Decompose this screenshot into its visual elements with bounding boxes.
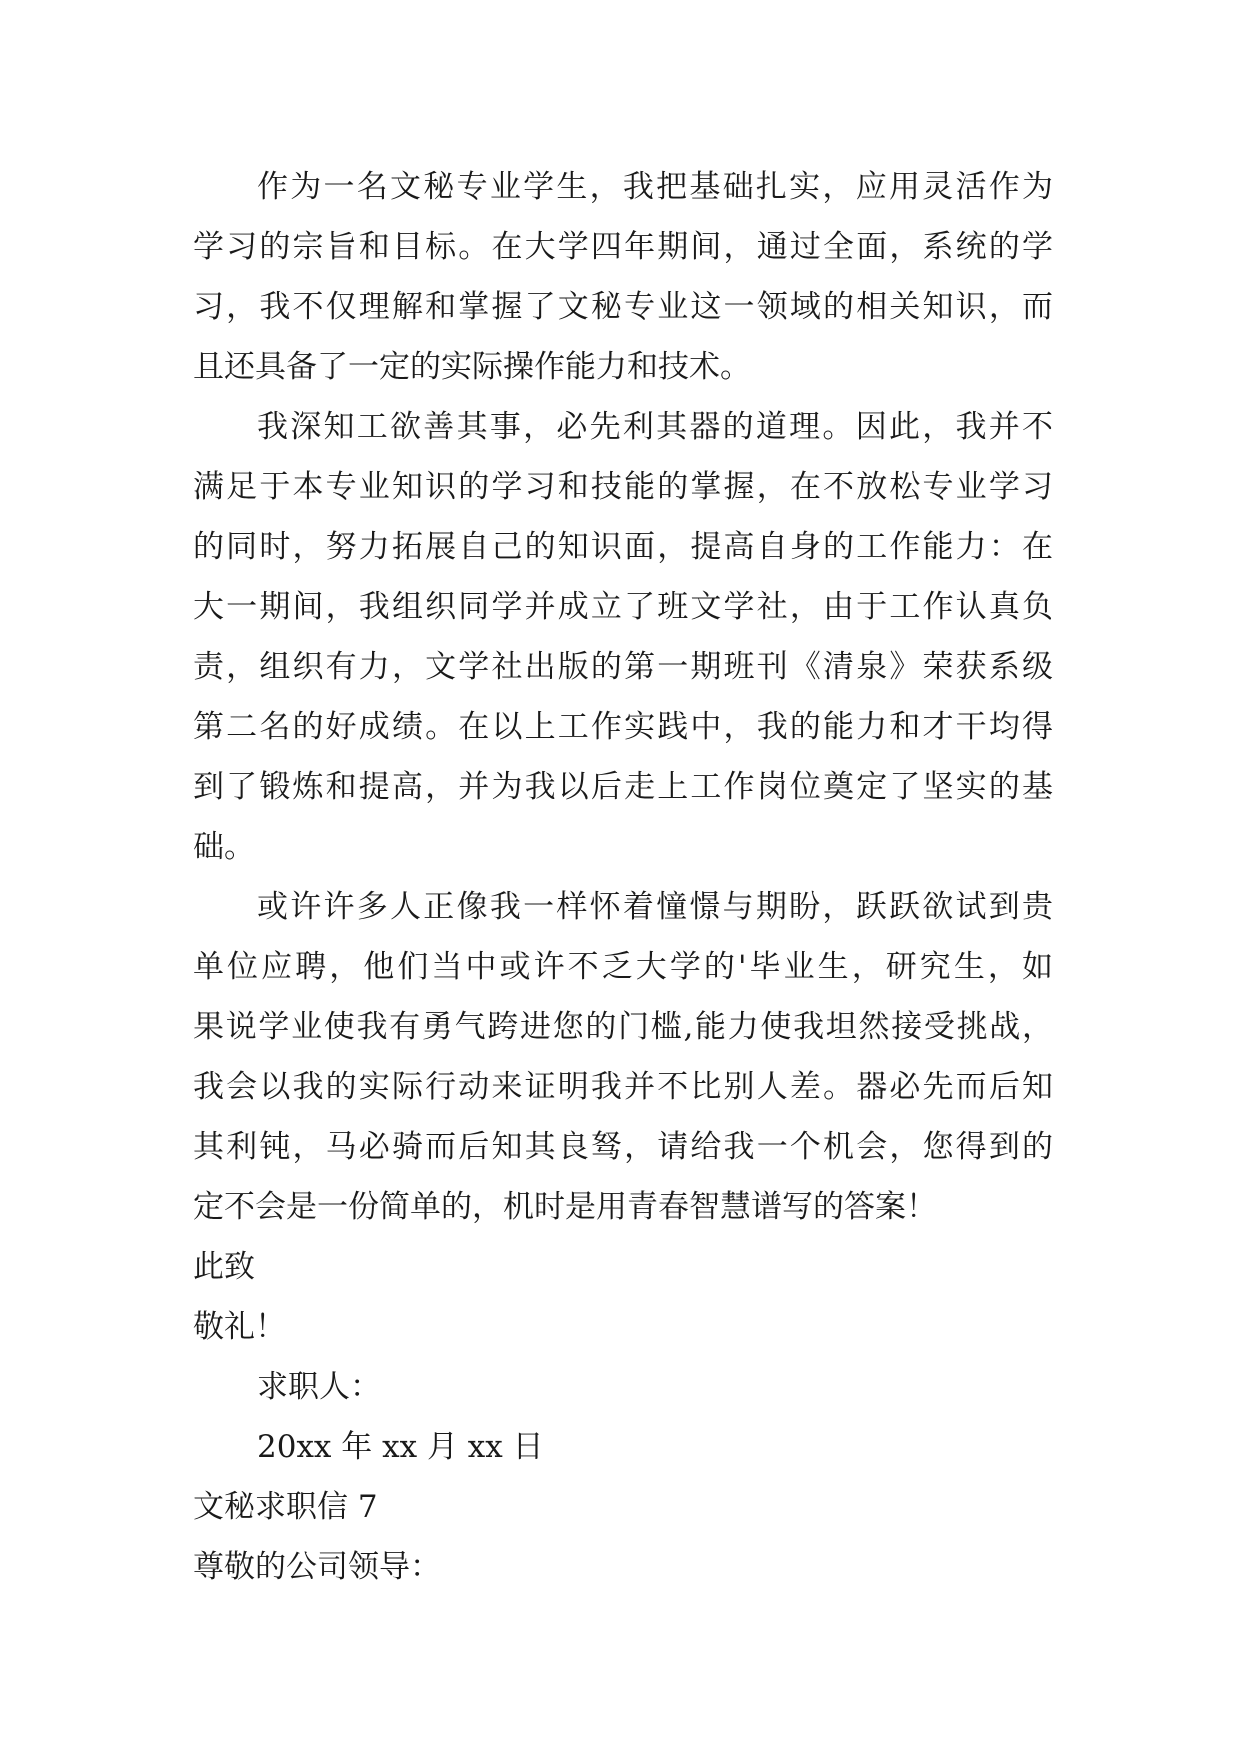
paragraph-1-line-2: 学习的宗旨和目标。在大学四年期间，通过全面，系统的学 xyxy=(193,229,1053,265)
next-letter-title: 文秘求职信 7 xyxy=(193,1489,378,1525)
paragraph-3-line-6: 定不会是一份简单的，机时是用青春智慧谱写的答案！ xyxy=(193,1189,937,1225)
paragraph-2-line-3: 的同时，努力拓展自己的知识面，提高自身的工作能力：在 xyxy=(193,529,1053,565)
paragraph-2-line-5: 责，组织有力，文学社出版的第一期班刊《清泉》荣获系级 xyxy=(193,649,1053,685)
paragraph-3-line-1: 或许许多人正像我一样怀着憧憬与期盼，跃跃欲试到贵 xyxy=(257,889,1053,925)
signature-label: 求职人： xyxy=(257,1369,381,1405)
paragraph-2-line-8: 础。 xyxy=(193,829,255,865)
paragraph-3-line-3: 果说学业使我有勇气跨进您的门槛,能力使我坦然接受挑战， xyxy=(193,1009,1053,1045)
paragraph-2-line-2: 满足于本专业知识的学习和技能的掌握，在不放松专业学习 xyxy=(193,469,1053,505)
paragraph-1-line-3: 习，我不仅理解和掌握了文秘专业这一领域的相关知识，而 xyxy=(193,289,1053,325)
salutation-text: 敬礼！ xyxy=(193,1309,286,1345)
paragraph-1-line-4: 且还具备了一定的实际操作能力和技术。 xyxy=(193,349,751,385)
paragraph-3-line-5: 其利钝，马必骑而后知其良驽，请给我一个机会，您得到的 xyxy=(193,1129,1053,1165)
paragraph-2-line-1: 我深知工欲善其事，必先利其器的道理。因此，我并不 xyxy=(257,409,1053,445)
paragraph-2-line-6: 第二名的好成绩。在以上工作实践中，我的能力和才干均得 xyxy=(193,709,1053,745)
closing-text: 此致 xyxy=(193,1249,255,1285)
paragraph-3-line-4: 我会以我的实际行动来证明我并不比别人差。器必先而后知 xyxy=(193,1069,1053,1105)
date-text: 20xx 年 xx 月 xx 日 xyxy=(257,1429,544,1465)
paragraph-1-line-1: 作为一名文秘专业学生，我把基础扎实，应用灵活作为 xyxy=(257,169,1053,205)
paragraph-3-line-2: 单位应聘，他们当中或许不乏大学的'毕业生，研究生，如 xyxy=(193,949,1053,985)
paragraph-2-line-4: 大一期间，我组织同学并成立了班文学社，由于工作认真负 xyxy=(193,589,1053,625)
paragraph-2-line-7: 到了锻炼和提高，并为我以后走上工作岗位奠定了坚实的基 xyxy=(193,769,1053,805)
next-letter-greeting: 尊敬的公司领导： xyxy=(193,1549,441,1585)
